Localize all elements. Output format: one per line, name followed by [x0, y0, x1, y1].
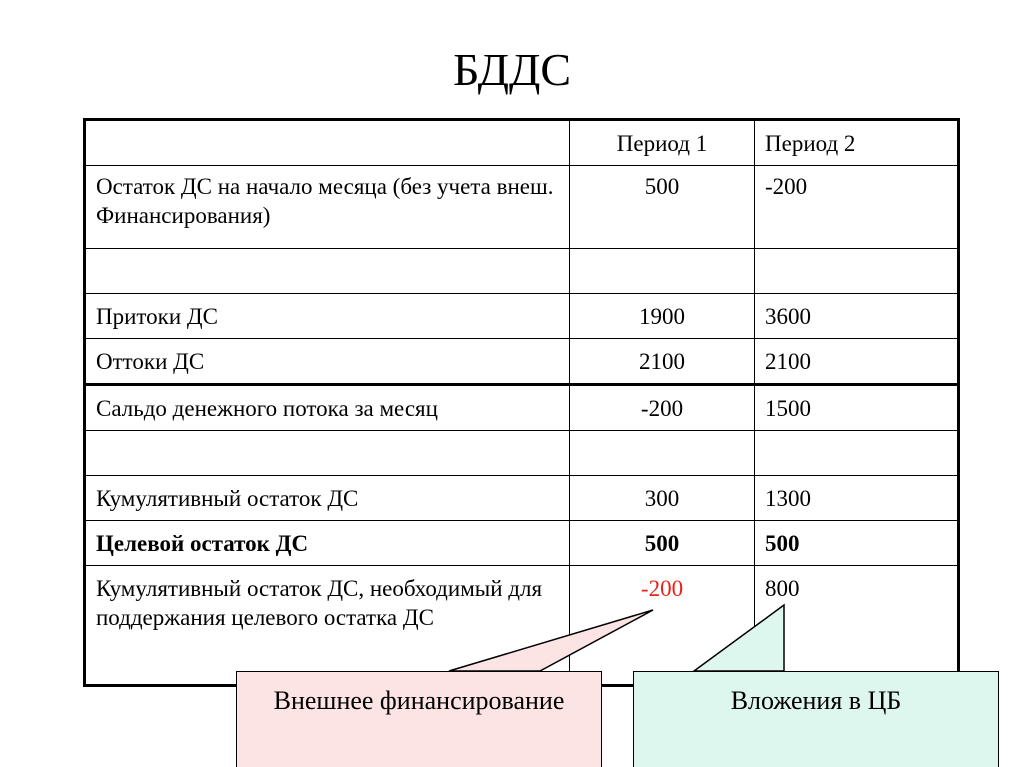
row-label: Кумулятивный остаток ДС, необходимый для поддержания целевого остатка ДС — [85, 566, 570, 686]
table-row — [85, 521, 959, 566]
row-value-period-1: 300 — [570, 476, 755, 521]
securities-investment-callout: Вложения в ЦБ — [633, 671, 999, 767]
row-label: Целевой остаток ДС — [85, 521, 570, 566]
row-value-period-1 — [570, 249, 755, 294]
header-cell-period-2: Период 2 — [755, 120, 959, 166]
table-row — [85, 476, 959, 521]
table-row — [85, 249, 959, 294]
cash-flow-budget-table — [83, 118, 960, 687]
row-label: Кумулятивный остаток ДС — [85, 476, 570, 521]
external-financing-callout: Внешнее финансирование — [236, 671, 602, 767]
table-row — [85, 566, 959, 686]
row-value-period-1: 500 — [570, 166, 755, 249]
row-value-period-2: 1500 — [755, 385, 959, 431]
row-value-period-2: 500 — [755, 521, 959, 566]
row-value-period-2 — [755, 431, 959, 476]
row-value-period-1 — [570, 431, 755, 476]
slide-title: БДДС — [452, 44, 572, 95]
row-value-period-2: 3600 — [755, 294, 959, 339]
row-label: Остаток ДС на начало месяца (без учета внеш. Финансирования) — [85, 166, 570, 249]
table-row — [85, 166, 959, 249]
header-cell-period-1: Период 1 — [570, 120, 755, 166]
row-value-period-2 — [755, 249, 959, 294]
row-value-period-1: 500 — [570, 521, 755, 566]
row-value-period-1: 2100 — [570, 339, 755, 385]
row-label: Сальдо денежного потока за месяц — [85, 385, 570, 431]
header-cell-label — [85, 120, 570, 166]
row-value-period-2: -200 — [755, 166, 959, 249]
row-label — [85, 249, 570, 294]
row-value-period-1-negative: -200 — [570, 566, 755, 686]
table-row — [85, 294, 959, 339]
row-value-period-2: 2100 — [755, 339, 959, 385]
row-label: Оттоки ДС — [85, 339, 570, 385]
table-row — [85, 339, 959, 385]
row-value-period-1: -200 — [570, 385, 755, 431]
table-row — [85, 431, 959, 476]
row-value-period-1: 1900 — [570, 294, 755, 339]
row-value-period-2: 800 — [755, 566, 959, 686]
table-row — [85, 385, 959, 431]
row-label: Притоки ДС — [85, 294, 570, 339]
table-header-row — [85, 120, 959, 166]
row-value-period-2: 1300 — [755, 476, 959, 521]
row-label — [85, 431, 570, 476]
